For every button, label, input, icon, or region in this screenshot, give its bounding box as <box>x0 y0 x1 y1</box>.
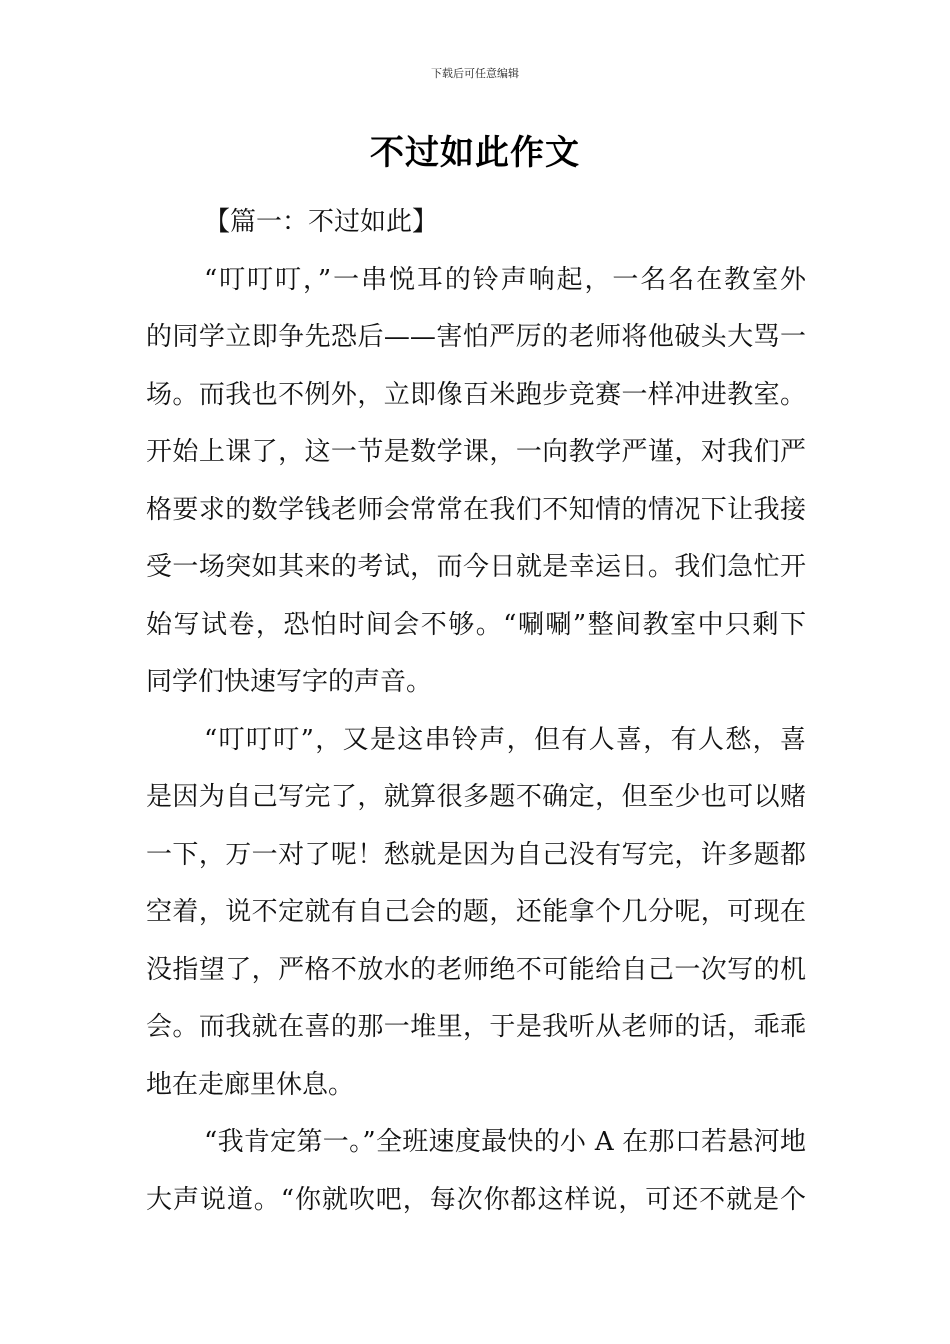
paragraph-line: 的同学立即争先恐后——害怕严厉的老师将他破头大骂一 <box>146 322 806 352</box>
paragraph-line: 场。而我也不例外，立即像百米跑步竞赛一样冲进教室。 <box>146 379 806 410</box>
paragraph-line: 大声说道。“你就吹吧，每次你都这样说，可还不就是个 <box>146 1184 806 1215</box>
paragraph-line: 地在走廊里休息。 <box>146 1069 355 1100</box>
document-body <box>146 194 806 1229</box>
paragraph-line: 会。而我就在喜的那一堆里，于是我听从老师的话，乖乖 <box>146 1012 806 1042</box>
paragraph-line: 同学们快速写字的声音。 <box>146 667 433 697</box>
paragraph-1 <box>146 252 806 712</box>
paragraph-line: 是因为自己写完了，就算很多题不确定，但至少也可以赌 <box>146 782 806 812</box>
paragraph-line: 空着，说不定就有自己会的题，还能拿个几分呢，可现在 <box>146 897 806 927</box>
paragraph-3 <box>146 1114 806 1229</box>
paragraph-line: “我肯定第一。”全班速度最快的小 A 在那口若悬河地 <box>204 1127 806 1157</box>
paragraph-line: 受一场突如其来的考试，而今日就是幸运日。我们急忙开 <box>146 552 806 582</box>
paragraph-line: 格要求的数学钱老师会常常在我们不知情的情况下让我接 <box>146 494 806 525</box>
section-heading: 【篇一：不过如此】 <box>204 207 439 237</box>
paragraph-line: 始写试卷，恐怕时间会不够。“唰唰”整间教室中只剩下 <box>146 609 806 640</box>
paragraph-line: 没指望了，严格不放水的老师绝不可能给自己一次写的机 <box>146 954 806 985</box>
paragraph-line: “叮叮叮”，又是这串铃声，但有人喜，有人愁，喜 <box>204 724 806 755</box>
paragraph-line: “叮叮叮，”一串悦耳的铃声响起，一名名在教室外 <box>204 264 806 295</box>
document-title: 不过如此作文 <box>370 133 580 173</box>
paragraph-2 <box>146 712 806 1115</box>
paragraph-line: 一下，万一对了呢！愁就是因为自己没有写完，许多题都 <box>146 839 806 870</box>
header-note: 下载后可任意编辑 <box>431 67 519 80</box>
paragraph-line: 开始上课了，这一节是数学课，一向教学严谨，对我们严 <box>146 437 806 467</box>
